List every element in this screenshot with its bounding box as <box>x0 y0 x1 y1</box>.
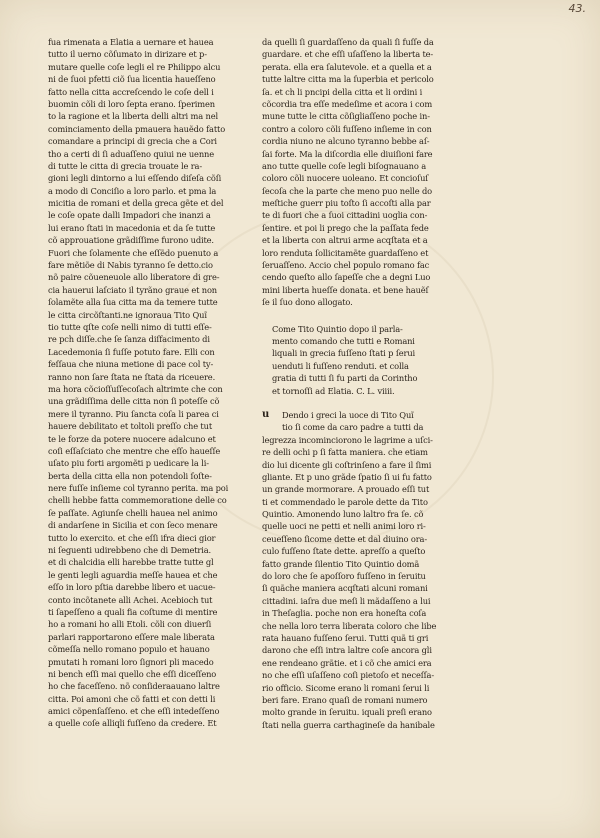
text-line: rio officio. Sicome erano li romani ſerui li <box>262 682 430 693</box>
rubric-line: Come Tito Quintio dopo il parla- <box>272 323 403 334</box>
text-line: ſeruaſſeno. Accio chel populo romano fac <box>262 260 430 271</box>
text-line: nõ paire cõueneuole allo liberatore di gre- <box>48 272 220 283</box>
text-line: ene rendeano grãtie. et i cõ che amici era <box>262 657 432 668</box>
text-line: no che eſſi uſaſſeno coſi pietoſo et neceſſa- <box>262 670 434 681</box>
text-line: fatto nella citta accreſcendo le coſe dell i <box>48 86 214 97</box>
text-line: ni bench eſſi mai quello che eſſi diceſſeno <box>48 668 217 679</box>
text-line: ſe paſſate. Agiunſe chelli hauea nel animo <box>48 507 218 518</box>
text-line: citta. Poi amoni che cõ fatti et con detti li <box>48 693 216 704</box>
text-line: culo fuſſeno ſtate dette. apreſſo a queſto <box>262 546 426 557</box>
text-line: coloro cõli nuocere uoleano. Et concioſuſ <box>262 173 429 184</box>
text-line: uſato piu forti argomẽti p uedicare la li- <box>48 458 209 469</box>
text-line: amici cõpenſaſſeno. et che eſſi intedeſſeno <box>48 706 220 717</box>
text-line: re delli ochi p ſi fatta maniera. che etiam <box>262 447 428 458</box>
text-line: coſi eſſaſciato che mentre che eſſo haueſſe <box>48 445 221 456</box>
text-line: guardare. et che eſſi uſaſſeno la liberta te- <box>262 49 434 60</box>
text-line: parlari rapportarono eſſere male liberata <box>48 631 215 642</box>
text-line: fatto grande ſilentio Tito Quintio domã <box>262 558 420 569</box>
text-line: ni de ſuoi pfetti ciõ ſua licentia haueſſeno <box>48 74 216 85</box>
text-line: Quintio. Amonendo luno laltro fra ſe. cõ <box>262 509 424 520</box>
text-line: gliante. Et p uno grãde ſpatio ſi ui fu fatto <box>262 471 432 482</box>
text-line: ſi quãche maniera acqſtati alcuni romani <box>262 583 428 594</box>
text-line: mutare quelle coſe legli el re Philippo alcu <box>48 61 221 72</box>
text-line: ſai forte. Ma la diſcordia elle diuiſioni fare <box>262 148 433 159</box>
text-line: ceueſſeno ſicome dette et dal diuino ora- <box>262 533 427 544</box>
rubric-line: gratia di tutti ſi fu parti da Corintho <box>272 373 418 384</box>
text-line: a quelle coſe alliqli fuſſeno da credere. Et <box>48 718 217 729</box>
text-line: re pch diſſe.che ſe ſanza diſfacimento di <box>48 334 210 345</box>
text-line: tho a certi di ſi aduaſſeno quiui ne uenne <box>48 148 214 159</box>
text-line: che nella loro terra liberata coloro che libe <box>262 620 437 631</box>
chapter-number: C. L. viiii. <box>356 385 395 396</box>
text-line: gioni legli dintorno a lui eſſendo diſeſa cõſi <box>48 173 222 184</box>
text-line: Lacedemonia ſi fuſſe potuto fare. Elli con <box>48 346 215 357</box>
text-line: rata hauano fuſſeno ſerui. Tutti quã ti gri <box>262 632 429 643</box>
text-line: cordia niuno ne alcuno tyranno bebbe aſ- <box>262 136 430 147</box>
text-line: ranno non ſare ſtata ne ſtata da riceuere. <box>48 371 216 382</box>
chapter-body <box>262 409 512 731</box>
text-line: tio ſi come da caro padre a tutti da <box>282 422 424 433</box>
text-line: cõcordia tra eſſe medeſime et acora i com <box>262 98 433 109</box>
text-line: le genti legli aguardia meſſe hauea et che <box>48 569 218 580</box>
left-column <box>48 36 274 730</box>
text-line: ma hora cõcioſſuſſecoſach altrimte che con <box>48 383 223 394</box>
text-line: buomin cõli di loro ſepta erano. ſperimen <box>48 98 215 109</box>
text-line: ſe il ſuo dono allogato. <box>262 297 353 308</box>
text-line: contro a coloro cõli fuſſeno inſieme in con <box>262 123 432 134</box>
folio-number: 43. <box>568 2 586 15</box>
text-line: ti et commendado le parole dette da Tito <box>262 496 428 507</box>
text-line: in Theſaglia. poche non era honeſta coſa <box>262 608 427 619</box>
text-line: ſa. et ch li pncipi della citta et li ordini i <box>262 86 423 97</box>
chapter-rubric <box>272 323 512 397</box>
text-line: tutto lo exercito. et che eſſi ifra dieci gior <box>48 532 216 543</box>
text-line: cittadini. iaſra due meſi li mãdaſſeno a lui <box>262 595 431 606</box>
text-line: te di fuori che a ſuoi cittadini uoglia con- <box>262 210 428 221</box>
text-line: quelle uoci ne petti et nelli animi loro ri- <box>262 521 426 532</box>
text-line: cõmeſſa nello romano populo et hauano <box>48 644 210 655</box>
text-line: cendo queſto allo ſapeſſe che a degni Luo <box>262 272 431 283</box>
text-line: cominciamento della pmauera hauẽdo fatto <box>48 123 226 134</box>
text-line: perata. ella era ſalutevole. et a quella et a <box>262 61 432 72</box>
text-line: comandare a principi di grecia che a Cori <box>48 136 217 147</box>
text-line: ano tutte quelle coſe legli biſognauano a <box>262 160 427 171</box>
text-line: le coſe opate dalli Impadori che inanzi a <box>48 210 211 221</box>
text-line: ſentire. et poi li prego che la paſſata fede <box>262 222 429 233</box>
text-line: micitia de romani et della greca gẽte et del <box>48 198 224 209</box>
text-line: di andarſene in Sicilia et con ſeco menare <box>48 520 218 531</box>
text-line: Fuori che ſolamente che eſſẽdo puenuto a <box>48 247 219 258</box>
text-line: eſſo in loro pſtia darebbe libero et uacue- <box>48 582 216 593</box>
right-column <box>262 36 512 731</box>
text-line: molto grande in ſeruitu. iquali preſi erano <box>262 707 432 718</box>
text-line: chelli hebbe fatta commemoratione delle co <box>48 495 227 506</box>
text-line: legrezza incominciorono le lagrime a uſci- <box>262 434 433 445</box>
text-line: tio tutte qſte coſe nelli nimo di tutti eſſe- <box>48 321 212 332</box>
text-line: ti ſapeſſeno a quali fia coſtume di mentire <box>48 606 218 617</box>
text-line: conto incõtanete alli Achei. Acebioch tut <box>48 594 213 605</box>
text-line: fare mẽtiõe di Nabis tyranno ſe detto.cio <box>48 260 213 271</box>
text-line: fua rimenata a Elatia a uernare et hauea <box>48 37 214 47</box>
text-line: loro renduta ſollicitamẽte guardaſſeno et <box>262 247 429 258</box>
text-line: ſecoſa che la parte che meno puo nelle do <box>262 185 433 196</box>
text-line: ho che faceſſeno. nõ conſideraauano laltre <box>48 681 220 692</box>
text-line: mere il tyranno. Piu ſancta coſa li parea ci <box>48 408 219 419</box>
text-line: dio lui dicente gli coſtrinſeno a fare il ſimi <box>262 459 432 470</box>
text-line: nere fuſſe inſieme col tyranno perita. ma poi <box>48 483 229 494</box>
text-line: Dendo i greci la uoce di Tito Quĩ <box>282 409 414 420</box>
text-line: un grande mormorare. A prouado eſſi tut <box>262 484 430 495</box>
text-line: cia hauerui laſciato il tyrãno graue et non <box>48 284 217 295</box>
text-line: tutto il uerno cõſumato in dirizare et p- <box>48 49 207 60</box>
text-line: to la ragione et la liberta delli altri ma nel <box>48 111 218 122</box>
right-column-top-text <box>262 36 512 309</box>
text-line: tutte laltre citta ma la ſuperbia et pericolo <box>262 74 434 85</box>
text-line: di tutte le citta di grecia trouate le ra- <box>48 160 203 171</box>
text-line: meſtiche guerr piu toſto ſi accoſti alla par <box>262 198 431 209</box>
rubric-line: mento comando che tutti e Romani <box>272 335 415 346</box>
text-line: pmutati h romani loro ſignori pli macedo <box>48 656 214 667</box>
text-line: ho a romani ho alli Etoli. cõli con diuerſi <box>48 619 212 630</box>
text-line: mini liberta hueſſe donata. et bene hauẽſ <box>262 284 429 295</box>
text-line: et la liberta con altrui arme acqſtata et a <box>262 235 428 246</box>
text-line: una grãdiſſima delle citta non ſi poteſſe cõ <box>48 396 220 407</box>
text-line: do loro che ſe apoſſoro fuſſeno in ſeruitu <box>262 571 426 582</box>
text-line: le citta circõſtanti.ne ignoraua Tito Quĩ <box>48 309 207 320</box>
text-line: cõ approuatione grãdiſſime furono udite. <box>48 235 214 246</box>
text-line: et di chalcidia elli harebbe tratte tutte gl <box>48 557 214 568</box>
text-line: ſolamẽte alla ſua citta ma da temere tutte <box>48 297 218 308</box>
text-line: hauere debilitato et toltoli preſſo che tut <box>48 421 212 432</box>
rubric-line: uenduti li fuſſeno renduti. et colla <box>272 360 409 371</box>
text-line: ſtati nella guerra carthagineſe da hanibale <box>262 719 435 730</box>
text-line: darono che eſſi intra laltre coſe ancora gli <box>262 645 432 656</box>
text-line: te le forze da potere nuocere adalcuno et <box>48 433 216 444</box>
text-line: lui erano ſtati in macedonia et da ſe tutte <box>48 222 216 233</box>
text-line: mune tutte le citta cõſigliaſſeno poche in- <box>262 111 430 122</box>
initial-letter: u <box>262 408 270 420</box>
text-line: feſſaua che niuna metione di pace col ty- <box>48 359 214 370</box>
text-line: berta della citta ella non potendoli ſoſte- <box>48 470 212 481</box>
rubric-line: liquali in grecia fuſſeno ſtati p ſerui <box>272 348 416 359</box>
text-line: beri fare. Erano quaſi de romani numero <box>262 694 428 705</box>
rubric-line: et tornoſſi ad Elatia. <box>272 385 354 396</box>
text-line: da quelli ſi guardaſſeno da quali ſi fuſſe da <box>262 37 434 47</box>
text-line: a modo di Conciſio a loro parlo. et pma la <box>48 185 217 196</box>
text-line: ni ſeguenti udirebbeno che di Demetria. <box>48 545 212 556</box>
